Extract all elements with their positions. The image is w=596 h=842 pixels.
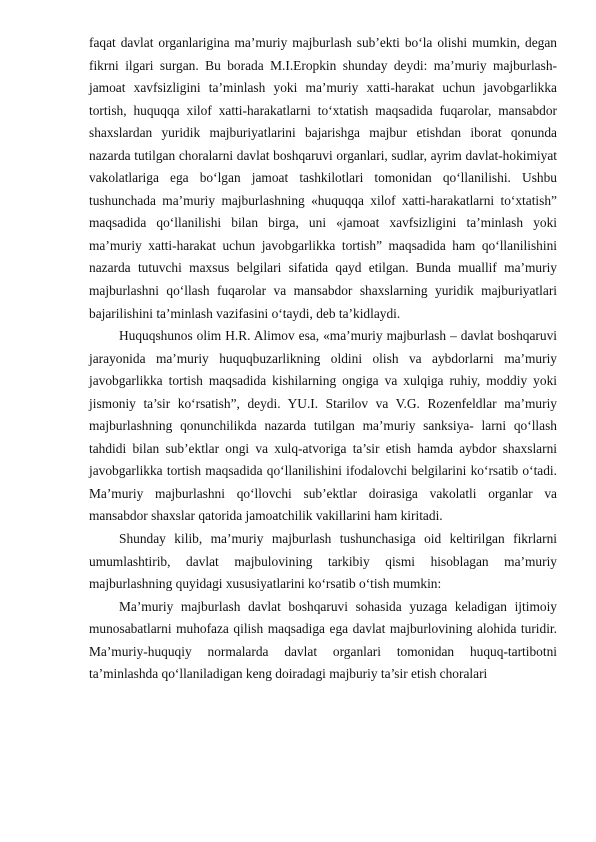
paragraph-1: faqat davlat organlarigina ma’muriy majburlash sub’ekti bo‘la olishi mumkin, degan fikrni ilgari surgan. Bu borada M.I.Eropkin shunday deydi: ma’muriy majburlash-jamoat xavfsizligini ta’minlash yoki ma’muriy xatti-harakat uchun javobgarlikka tortish, huquqqa xilof xatti-harakatlarni to‘xtatish maqsadida fuqarolar, mansabdor shaxslardan yuridik majburiyatlarini bajarishga majbur etishdan iborat qonunda nazarda tutilgan choralarni davlat boshqaruvi organlari, sudlar, ayrim davlat-hokimiyat vakolatlariga ega bo‘lgan jamoat tashkilotlari tomonidan qo‘llanilishi. Ushbu tushunchada ma’muriy majburlashning «huquqqa xilof xatti-harakatlarni to‘xtatish” maqsadida qo‘llanilishi bilan birga, uni «jamoat xavfsizligini ta’minlash yoki ma’muriy xatti-harakat uchun javobgarlikka tortish” maqsadida ham qo‘llanilishini nazarda tutuvchi maxsus belgilari sifatida qayd etilgan. Bunda muallif ma’muriy majburlashni qo‘llash fuqarolar va mansabdor shaxslarning yuridik majburiyatlari bajarilishini ta’minlash vazifasini o‘taydi, deb ta’kidlaydi. [89,35,557,321]
paragraph-3: Shunday kilib, ma’muriy majburlash tushunchasiga oid keltirilgan fikrlarni umumlashtirib, davlat majbulovining tarkibiy qismi hisoblagan ma’muriy majburlashning quyidagi xususiyatlarini ko‘rsatib o‘tish mumkin: [89,531,557,592]
document-page [89,32,557,686]
paragraph-4: Ma’muriy majburlash davlat boshqaruvi sohasida yuzaga keladigan ijtimoiy munosabatlarni muhofaza qilish maqsadiga ega davlat majburlovining alohida turidir. Ma’muriy-huquqiy normalarda davlat organlari tomonidan huquq-tartibotni ta’minlashda qo‘llaniladigan keng doiradagi majburiy ta’sir etish choralari [89,598,557,682]
paragraph-2: Huquqshunos olim H.R. Alimov esa, «ma’muriy majburlash – davlat boshqaruvi jarayonida ma’muriy huquqbuzarlikning oldini olish va aybdorlarni ma’muriy javobgarlikka tortish maqsadida kishilarning ongiga va xulqiga ruhiy, moddiy yoki jismoniy ta’sir ko‘rsatish”, deydi. YU.I. Starilov va V.G. Rozenfeldlar ma’muriy majburlashning qonunchilikda nazarda tutilgan ma’muriy sanksiya- larni qo‘llash tahdidi bilan sub’ektlar ongi va xulq-atvoriga ta’sir etish hamda aybdor shaxslarni javobgarlikka tortish maqsadida qo‘llanilishini ifodalovchi belgilarini ko‘rsatib o‘tadi. Ma’muriy majburlashni qo‘llovchi sub’ektlar doirasiga vakolatli organlar va mansabdor shaxslar qatorida jamoatchilik vakillarini ham kiritadi. [89,328,557,524]
